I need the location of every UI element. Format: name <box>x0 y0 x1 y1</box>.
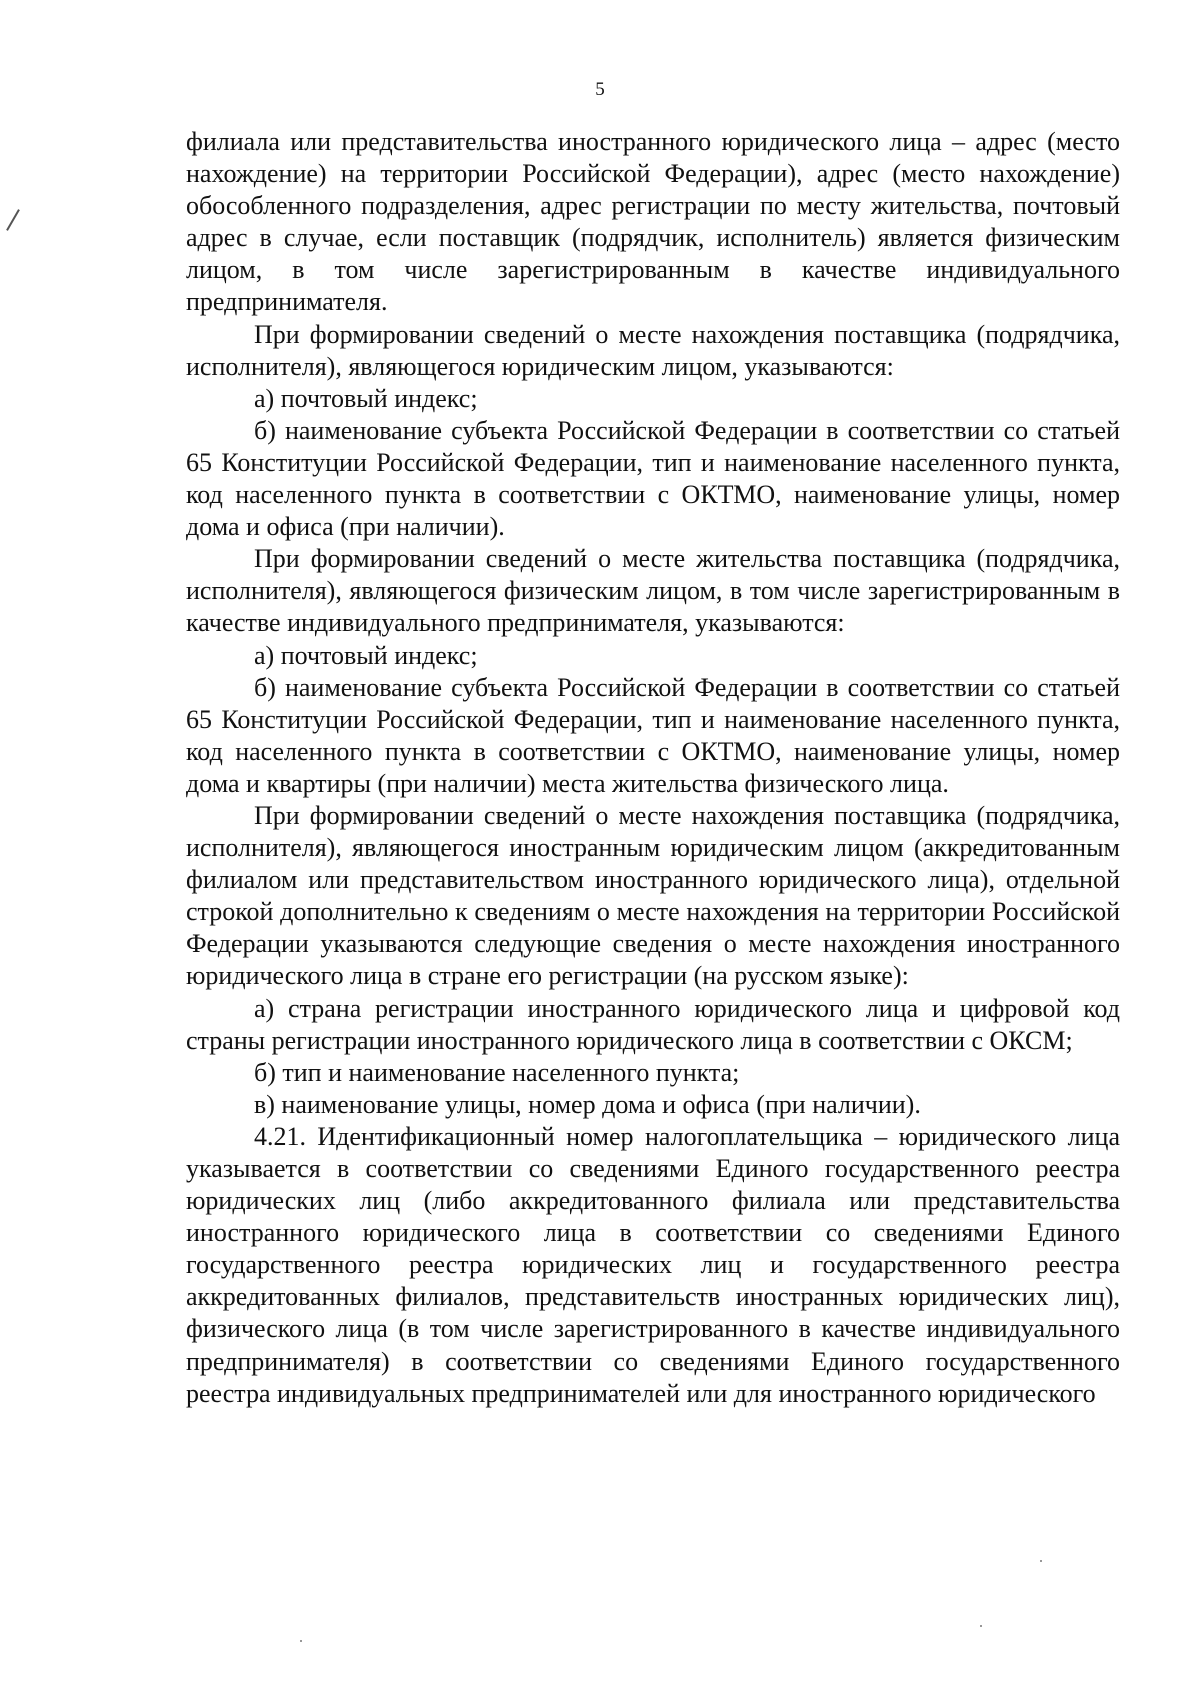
list-item-registration-country: а) страна регистрации иностранного юридического лица и цифровой код страны регистрации иностранного юридического лица в соответствии с ОКСМ; <box>186 993 1120 1055</box>
list-item-settlement-type: б) тип и наименование населенного пункта; <box>254 1057 740 1087</box>
paragraph-legal-entity-location: При формировании сведений о месте нахождения поставщика (подрядчика, исполнителя), являющегося юридическим лицом, указываются: <box>186 319 1120 381</box>
paragraph-continuation: филиала или представительства иностранного юридического лица – адрес (место нахождение) на территории Российской Федерации), адрес (место нахождение) обособленного подразделения, адрес регистрации по месту жительства, почтовый адрес в случае, если поставщик (подрядчик, исполнитель) является физическим лицом, в том числе зарегистрированным в качестве индивидуального предпринимателя. <box>186 127 1120 317</box>
scan-speck <box>1040 1560 1042 1562</box>
paragraph-foreign-entity-location: При формировании сведений о месте нахождения поставщика (подрядчика, исполнителя), являющегося иностранным юридическим лицом (аккредитованным филиалом или представительством иностранного юридического лица), отдельной строкой дополнительно к сведениям о месте нахождения на территории Российской Федерации указываются следующие сведения о месте нахождения иностранного юридического лица в стране его регистрации (на русском языке): <box>186 800 1120 991</box>
list-item-subject-name: б) наименование субъекта Российской Федерации в соответствии со статьей 65 Конституции Российской Федерации, тип и наименование населенного пункта, код населенного пункта в соответствии с ОКТМО, наименование улицы, номер дома и квартиры (при наличии) места жительства физического лица. <box>186 672 1120 798</box>
paragraph-individual-residence: При формировании сведений о месте жительства поставщика (подрядчика, исполнителя), являющегося физическим лицом, в том числе зарегистрированным в качестве индивидуального предпринимателя, указываются: <box>186 544 1120 638</box>
list-item-postal-index: а) почтовый индекс; <box>254 640 478 670</box>
list-item-subject-name: б) наименование субъекта Российской Федерации в соответствии со статьей 65 Конституции Российской Федерации, тип и наименование населенного пункта, код населенного пункта в соответствии с ОКТМО, наименование улицы, номер дома и офиса (при наличии). <box>186 415 1120 542</box>
margin-pen-mark <box>6 209 20 231</box>
list-item-postal-index: а) почтовый индекс; <box>254 383 478 413</box>
page-number: 5 <box>595 79 605 100</box>
scan-speck <box>300 1640 302 1642</box>
list-item-street-name: в) наименование улицы, номер дома и офиса (при наличии). <box>254 1089 921 1119</box>
document-body <box>186 126 1120 1410</box>
paragraph-clause-4-21: 4.21. Идентификационный номер налогоплательщика – юридического лица указывается в соответствии со сведениями Единого государственного реестра юридических лиц (либо аккредитованного филиала или представительства иностранного юридического лица в соответствии со сведениями Единого государственного реестра юридических лиц и государственного реестра аккредитованных филиалов, представительств иностранных юридических лиц), физического лица (в том числе зарегистрированного в качестве индивидуального предпринимателя) в соответствии со сведениями Единого государственного реестра индивидуальных предпринимателей или для иностранного юридического <box>186 1121 1120 1408</box>
scan-speck <box>980 1625 982 1627</box>
